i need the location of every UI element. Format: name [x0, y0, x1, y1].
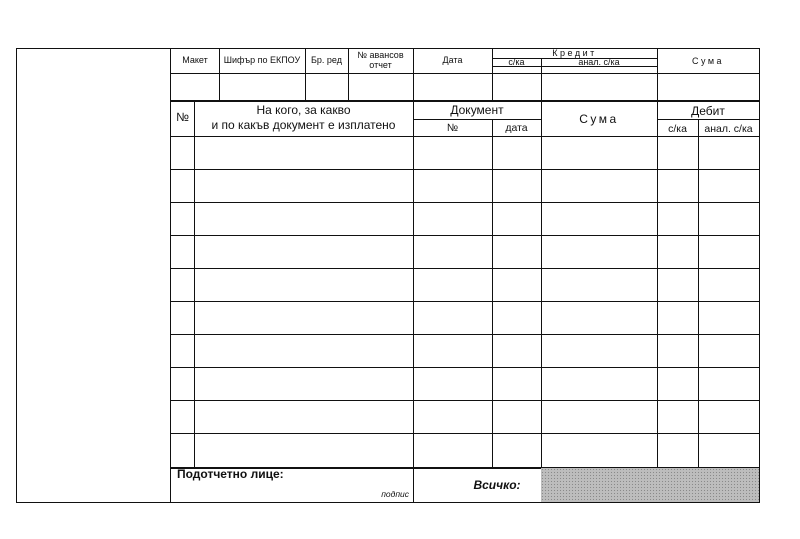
sum-header: Сума [579, 112, 619, 126]
table-row [171, 400, 759, 401]
divider [171, 136, 759, 137]
table-row [171, 301, 759, 302]
row-count-label: Бр. ред [311, 55, 342, 65]
table-row [171, 334, 759, 335]
payee-header: На кого, за какво [256, 103, 351, 117]
divider [171, 100, 759, 102]
credit-analytic-account-label: анал. с/ка [578, 57, 620, 67]
binding-margin [17, 49, 171, 502]
credit-label: Кредит [552, 48, 597, 58]
sum-label-top: Сума [691, 56, 725, 66]
payee-header-2: и по какъв документ е изплатено [211, 118, 396, 132]
maket-label: Макет [182, 55, 208, 65]
table-row [171, 367, 759, 368]
table-row [171, 433, 759, 434]
divider [657, 119, 759, 120]
divider [698, 119, 699, 502]
document-number-header: № [446, 122, 459, 134]
row-number-header: № [176, 110, 189, 124]
table-row [171, 169, 759, 170]
table-row [171, 268, 759, 269]
document-date-header: дата [505, 122, 528, 134]
divider [171, 73, 759, 74]
ekpou-code-label: Шифър по ЕКПОУ [223, 55, 301, 65]
accountable-person-label: Подотчетно лице: [177, 467, 284, 481]
signature-label: подпис [381, 489, 409, 499]
table-row [171, 235, 759, 236]
total-shaded-cell [541, 468, 759, 502]
credit-account-label: с/ка [508, 57, 525, 67]
document-header: Документ [450, 103, 504, 117]
advance-report-form [16, 48, 760, 503]
table-row [171, 202, 759, 203]
advance-report-number-label-2: отчет [369, 60, 392, 70]
debit-analytic-account-header: анал. с/ка [704, 123, 753, 135]
advance-report-number-label: № авансов [357, 50, 404, 60]
divider [492, 119, 493, 468]
divider [194, 101, 195, 468]
date-label: Дата [442, 55, 463, 65]
divider [413, 119, 541, 120]
total-label: Всичко: [473, 478, 521, 492]
debit-account-header: с/ка [668, 123, 687, 135]
debit-header: Дебит [691, 104, 725, 118]
